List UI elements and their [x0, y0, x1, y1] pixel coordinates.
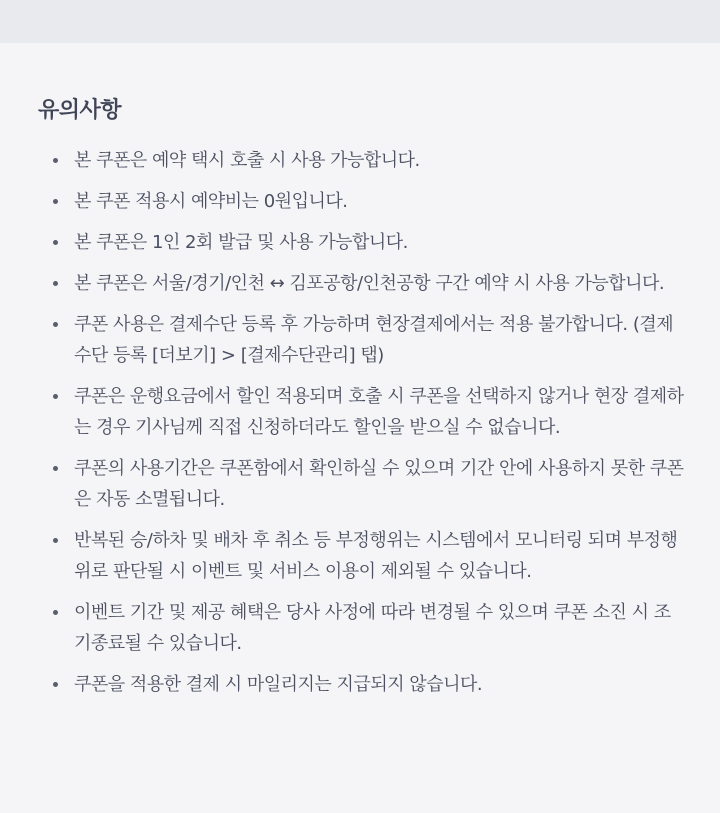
notice-item-text: 반복된 승/하차 및 배차 후 취소 등 부정행위는 시스템에서 모니터링 되며 부정행위로 판단될 시 이벤트 및 서비스 이용이 제외될 수 있습니다. — [74, 530, 678, 582]
bullet-icon — [53, 281, 58, 286]
bullet-icon — [53, 158, 58, 163]
bullet-icon — [53, 682, 58, 687]
notice-title: 유의사항 — [38, 98, 122, 123]
bullet-icon — [53, 240, 58, 245]
notice-item-text: 본 쿠폰은 서울/경기/인천 ↔ 김포공항/인천공항 구간 예약 시 사용 가능합니다. — [74, 273, 665, 294]
notice-item — [0, 186, 720, 217]
bullet-icon — [53, 199, 58, 204]
bullet-icon — [53, 322, 58, 327]
notice-item — [0, 268, 720, 299]
notice-list — [0, 145, 720, 710]
bullet-icon — [53, 538, 58, 543]
notice-item-text: 쿠폰 사용은 결제수단 등록 후 가능하며 현장결제에서는 적용 불가합니다. (결제수단 등록 [더보기] > [결제수단관리] 탭) — [74, 314, 674, 366]
notice-item-text: 이벤트 기간 및 제공 혜택은 당사 사정에 따라 변경될 수 있으며 쿠폰 소진 시 조기종료될 수 있습니다. — [74, 602, 671, 654]
notice-item — [0, 381, 720, 443]
bullet-icon — [53, 466, 58, 471]
notice-item-text: 쿠폰을 적용한 결제 시 마일리지는 지급되지 않습니다. — [74, 674, 483, 695]
top-header-band — [0, 0, 720, 43]
bullet-icon — [53, 394, 58, 399]
notice-item-text: 본 쿠폰은 예약 택시 호출 시 사용 가능합니다. — [74, 150, 420, 171]
notice-item-text: 본 쿠폰 적용시 예약비는 0원입니다. — [74, 191, 348, 212]
notice-item — [0, 309, 720, 371]
notice-item-text: 쿠폰의 사용기간은 쿠폰함에서 확인하실 수 있으며 기간 안에 사용하지 못한 쿠폰은 자동 소멸됩니다. — [74, 458, 684, 510]
bullet-icon — [53, 610, 58, 615]
notice-item — [0, 669, 720, 700]
notice-item-text: 쿠폰은 운행요금에서 할인 적용되며 호출 시 쿠폰을 선택하지 않거나 현장 결제하는 경우 기사님께 직접 신청하더라도 할인을 받으실 수 없습니다. — [74, 386, 684, 438]
notice-item — [0, 525, 720, 587]
notice-item — [0, 597, 720, 659]
notice-item — [0, 453, 720, 515]
notice-item-text: 본 쿠폰은 1인 2회 발급 및 사용 가능합니다. — [74, 232, 408, 253]
notice-section — [0, 43, 720, 813]
notice-item — [0, 145, 720, 176]
notice-item — [0, 227, 720, 258]
